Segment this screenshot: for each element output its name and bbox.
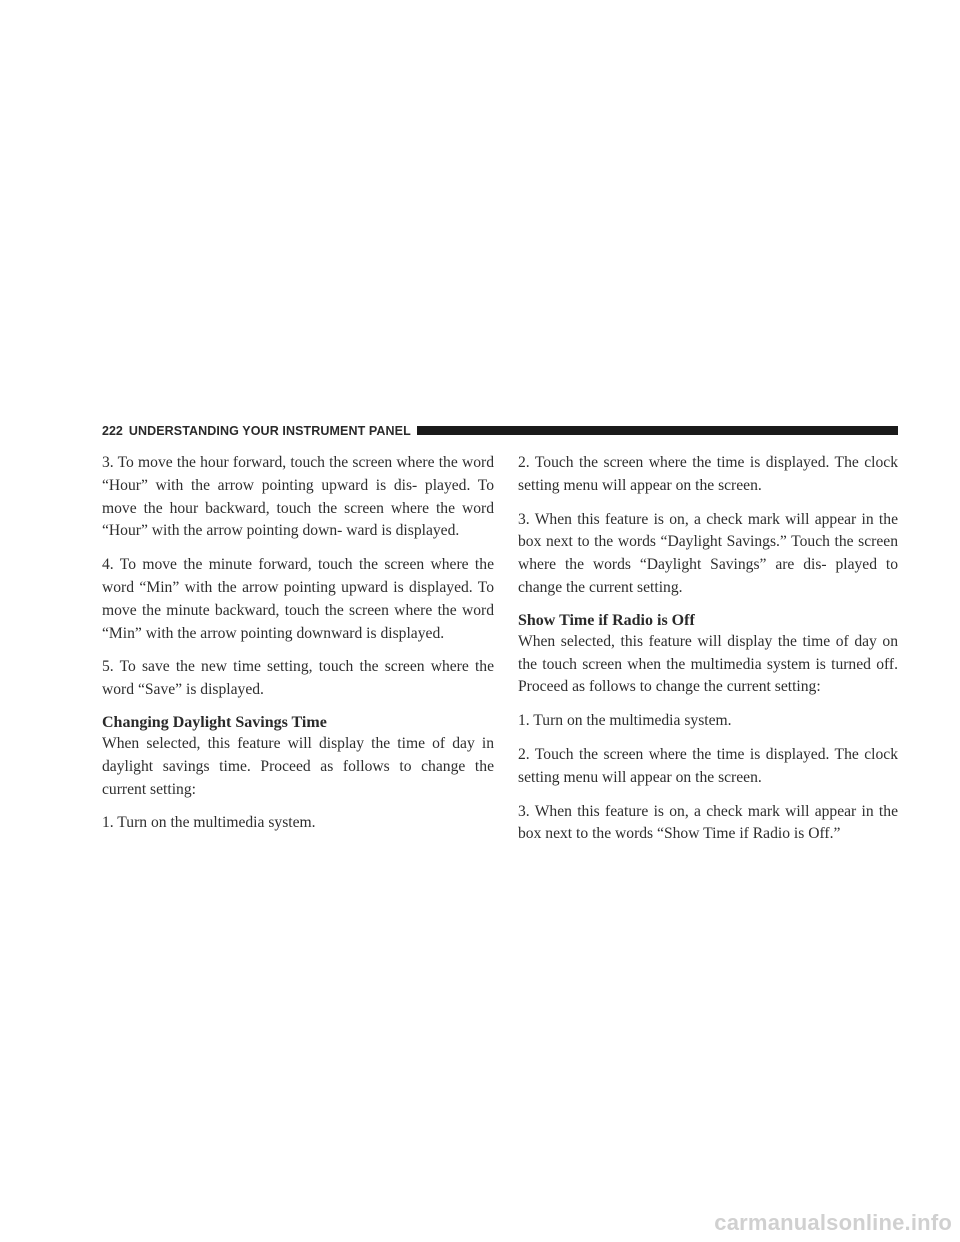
daylight-step-1: 1. Turn on the multimedia system. bbox=[102, 814, 316, 832]
daylight-savings-intro: When selected, this feature will display the time of day in daylight savings time. Proceed as follows to change the current setting: bbox=[102, 734, 494, 798]
daylight-step-2: 2. Touch the screen where the time is displayed. The clock setting menu will appear on the screen. bbox=[518, 454, 898, 494]
step-hour-paragraph: 3. To move the hour forward, touch the screen where the word “Hour” with the arrow pointing upward is dis- played. To move the hour backward, touch the screen where the word “Hour” with the arrow pointing down- ward is displayed. bbox=[102, 454, 494, 540]
left-column bbox=[102, 452, 494, 846]
section-title: UNDERSTANDING YOUR INSTRUMENT PANEL bbox=[128, 423, 411, 438]
show-time-step-1: 1. Turn on the multimedia system. bbox=[518, 712, 732, 730]
show-time-heading: Show Time if Radio is Off bbox=[518, 611, 695, 629]
step-minute-paragraph: 4. To move the minute forward, touch the screen where the word “Min” with the arrow pointing upward is displayed. To move the minute backward, touch the screen where the word “Min” with the arrow pointing downward is displayed. bbox=[102, 556, 494, 642]
header-rule bbox=[417, 426, 898, 435]
show-time-step-2: 2. Touch the screen where the time is displayed. The clock setting menu will appear on the screen. bbox=[518, 745, 898, 786]
show-time-intro: When selected, this feature will display the time of day on the touch screen when the multimedia system is turned off. Proceed as follows to change the current setting: bbox=[518, 632, 898, 696]
watermark-text: carmanualsonline.info bbox=[714, 1210, 952, 1235]
step-save-paragraph: 5. To save the new time setting, touch the screen where the word “Save” is displayed. bbox=[102, 658, 494, 699]
page-number: 222 bbox=[102, 423, 123, 438]
page-header bbox=[102, 422, 898, 439]
daylight-step-3: 3. When this feature is on, a check mark will appear in the box next to the words “Daylight Savings.” Touch the screen where the words “Daylight Savings” are dis- played to change the current setting. bbox=[518, 510, 898, 596]
show-time-step-3: 3. When this feature is on, a check mark will appear in the box next to the words “Show Time if Radio is Off.” bbox=[518, 802, 898, 843]
daylight-savings-heading: Changing Daylight Savings Time bbox=[102, 713, 327, 731]
right-column bbox=[518, 452, 898, 857]
